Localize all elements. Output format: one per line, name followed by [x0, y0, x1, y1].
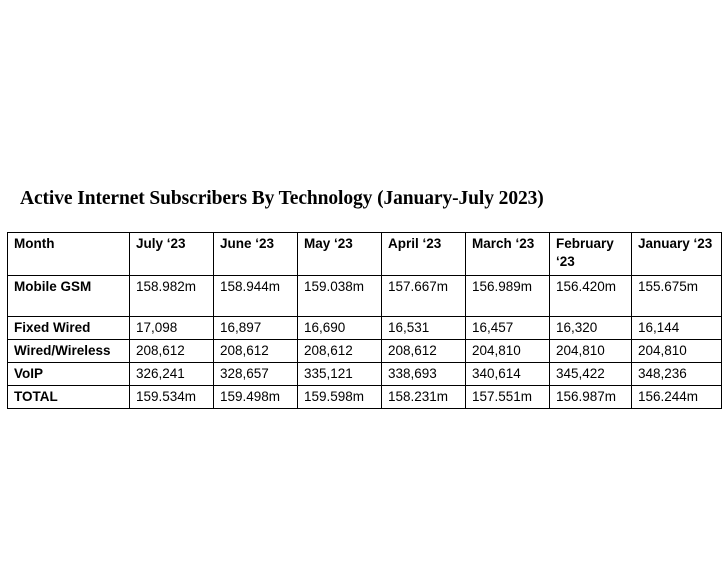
table-cell: 156.987m	[550, 386, 632, 409]
row-label: TOTAL	[8, 386, 130, 409]
table-cell: 159.534m	[130, 386, 214, 409]
header-cell-month: Month	[8, 233, 130, 276]
table-cell: 204,810	[466, 340, 550, 363]
header-cell-february: February ‘23	[550, 233, 632, 276]
table-cell: 16,690	[298, 317, 382, 340]
header-cell-january: January ‘23	[632, 233, 722, 276]
table-row	[8, 340, 722, 363]
table-cell: 204,810	[632, 340, 722, 363]
header-cell-june: June ‘23	[214, 233, 298, 276]
table-cell: 208,612	[130, 340, 214, 363]
table-cell: 159.498m	[214, 386, 298, 409]
table-cell: 159.598m	[298, 386, 382, 409]
table-cell: 157.667m	[382, 276, 466, 317]
table-cell: 16,531	[382, 317, 466, 340]
row-label: VoIP	[8, 363, 130, 386]
subscribers-table	[7, 232, 722, 409]
table-cell: 335,121	[298, 363, 382, 386]
header-cell-april: April ‘23	[382, 233, 466, 276]
table-cell: 156.420m	[550, 276, 632, 317]
header-cell-march: March ‘23	[466, 233, 550, 276]
table-cell: 204,810	[550, 340, 632, 363]
table-cell: 208,612	[214, 340, 298, 363]
table-cell: 328,657	[214, 363, 298, 386]
table-cell: 159.038m	[298, 276, 382, 317]
table-cell: 16,144	[632, 317, 722, 340]
table-row	[8, 276, 722, 317]
header-cell-may: May ‘23	[298, 233, 382, 276]
table-cell: 16,897	[214, 317, 298, 340]
table-row	[8, 386, 722, 409]
header-row	[8, 233, 722, 276]
table-cell: 326,241	[130, 363, 214, 386]
row-label: Fixed Wired	[8, 317, 130, 340]
table-cell: 16,320	[550, 317, 632, 340]
table-cell: 156.989m	[466, 276, 550, 317]
page-title: Active Internet Subscribers By Technology (January-July 2023)	[20, 188, 544, 209]
table-cell: 345,422	[550, 363, 632, 386]
row-label: Wired/Wireless	[8, 340, 130, 363]
table-cell: 158.944m	[214, 276, 298, 317]
table-cell: 158.231m	[382, 386, 466, 409]
table-cell: 340,614	[466, 363, 550, 386]
header-cell-july: July ‘23	[130, 233, 214, 276]
table-cell: 338,693	[382, 363, 466, 386]
table-cell: 208,612	[382, 340, 466, 363]
table-cell: 16,457	[466, 317, 550, 340]
table-cell: 348,236	[632, 363, 722, 386]
table-cell: 157.551m	[466, 386, 550, 409]
table-cell: 155.675m	[632, 276, 722, 317]
table-cell: 17,098	[130, 317, 214, 340]
table-cell: 156.244m	[632, 386, 722, 409]
table-row	[8, 317, 722, 340]
table-row	[8, 363, 722, 386]
table-cell: 158.982m	[130, 276, 214, 317]
row-label: Mobile GSM	[8, 276, 130, 317]
table-cell: 208,612	[298, 340, 382, 363]
